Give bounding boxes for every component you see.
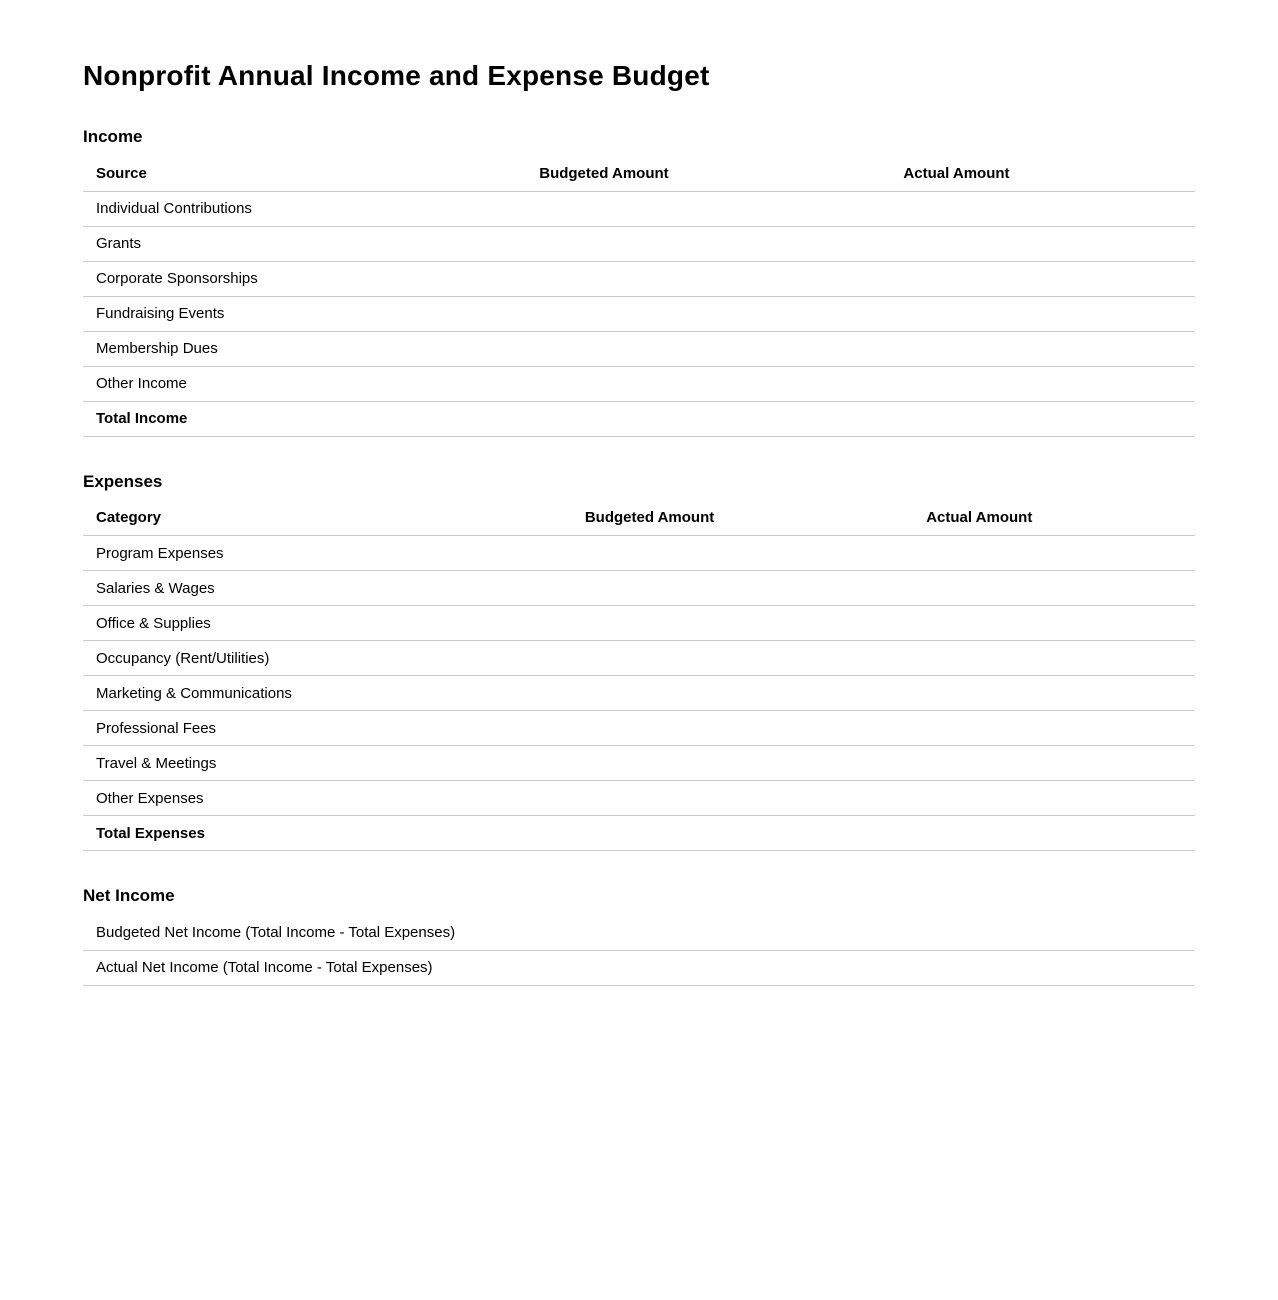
table-row xyxy=(83,226,1195,261)
expenses-header-row xyxy=(83,501,1195,536)
net-income-section xyxy=(83,886,1195,986)
income-column-header-actual-amount: Actual Amount xyxy=(718,156,1195,191)
income-header-row xyxy=(83,156,1195,191)
table-row xyxy=(83,261,1195,296)
row-label: Marketing & Communications xyxy=(83,676,536,711)
actual-net-income-row xyxy=(83,950,1195,985)
page-title: Nonprofit Annual Income and Expense Budget xyxy=(83,60,710,91)
budgeted-amount-cell xyxy=(536,606,764,641)
budgeted-amount-cell xyxy=(490,261,718,296)
actual-amount-cell xyxy=(764,676,1195,711)
row-label: Corporate Sponsorships xyxy=(83,261,490,296)
expenses-section xyxy=(83,472,1195,852)
row-label: Actual Net Income (Total Income - Total Expenses) xyxy=(83,950,1195,985)
total-expenses-row xyxy=(83,816,1195,851)
table-row xyxy=(83,571,1195,606)
row-label: Fundraising Events xyxy=(83,296,490,331)
actual-amount-cell xyxy=(764,781,1195,816)
actual-amount-cell xyxy=(718,296,1195,331)
budgeted-amount-cell xyxy=(536,816,764,851)
budgeted-amount-cell xyxy=(536,536,764,571)
income-section xyxy=(83,127,1195,437)
table-row xyxy=(83,676,1195,711)
expenses-column-header-category: Category xyxy=(83,501,536,536)
table-row xyxy=(83,641,1195,676)
income-heading: Income xyxy=(83,127,143,146)
expenses-heading: Expenses xyxy=(83,471,163,491)
actual-amount-cell xyxy=(718,226,1195,261)
table-row xyxy=(83,711,1195,746)
table-row xyxy=(83,606,1195,641)
row-label: Grants xyxy=(83,226,490,261)
budgeted-amount-cell xyxy=(490,296,718,331)
budgeted-amount-cell xyxy=(536,571,764,606)
row-label: Office & Supplies xyxy=(83,606,536,641)
actual-amount-cell xyxy=(764,711,1195,746)
budgeted-amount-cell xyxy=(536,641,764,676)
table-row xyxy=(83,781,1195,816)
table-row xyxy=(83,746,1195,781)
actual-amount-cell xyxy=(764,536,1195,571)
budgeted-amount-cell xyxy=(536,781,764,816)
actual-amount-cell xyxy=(718,191,1195,226)
expenses-table xyxy=(83,501,1195,852)
row-label: Other Expenses xyxy=(83,781,536,816)
table-row xyxy=(83,366,1195,401)
row-label: Program Expenses xyxy=(83,536,536,571)
income-column-header-source: Source xyxy=(83,156,490,191)
table-row xyxy=(83,296,1195,331)
row-label: Professional Fees xyxy=(83,711,536,746)
row-label: Occupancy (Rent/Utilities) xyxy=(83,641,536,676)
row-label: Travel & Meetings xyxy=(83,746,536,781)
net-income-heading: Net Income xyxy=(83,886,175,905)
total-income-row xyxy=(83,401,1195,436)
row-label: Other Income xyxy=(83,366,490,401)
actual-amount-cell xyxy=(764,571,1195,606)
row-label: Individual Contributions xyxy=(83,191,490,226)
row-label: Total Income xyxy=(83,401,490,436)
actual-amount-cell xyxy=(764,816,1195,851)
actual-amount-cell xyxy=(718,401,1195,436)
actual-amount-cell xyxy=(718,331,1195,366)
budgeted-amount-cell xyxy=(536,711,764,746)
expenses-column-header-actual-amount: Actual Amount xyxy=(764,501,1195,536)
table-row xyxy=(83,331,1195,366)
table-row xyxy=(83,191,1195,226)
actual-amount-cell xyxy=(764,746,1195,781)
actual-amount-cell xyxy=(718,261,1195,296)
table-row xyxy=(83,536,1195,571)
budgeted-amount-cell xyxy=(490,226,718,261)
expenses-column-header-budgeted-amount: Budgeted Amount xyxy=(536,501,764,536)
budgeted-amount-cell xyxy=(536,676,764,711)
income-table xyxy=(83,156,1195,437)
budgeted-amount-cell xyxy=(536,746,764,781)
budgeted-amount-cell xyxy=(490,191,718,226)
row-label: Total Expenses xyxy=(83,816,536,851)
budgeted-amount-cell xyxy=(490,331,718,366)
budgeted-amount-cell xyxy=(490,366,718,401)
budgeted-amount-cell xyxy=(490,401,718,436)
net-income-table xyxy=(83,915,1195,986)
row-label: Salaries & Wages xyxy=(83,571,536,606)
actual-amount-cell xyxy=(718,366,1195,401)
budgeted-net-income-row xyxy=(83,915,1195,950)
row-label: Membership Dues xyxy=(83,331,490,366)
actual-amount-cell xyxy=(764,641,1195,676)
income-column-header-budgeted-amount: Budgeted Amount xyxy=(490,156,718,191)
row-label: Budgeted Net Income (Total Income - Total Expenses) xyxy=(83,915,1195,950)
actual-amount-cell xyxy=(764,606,1195,641)
